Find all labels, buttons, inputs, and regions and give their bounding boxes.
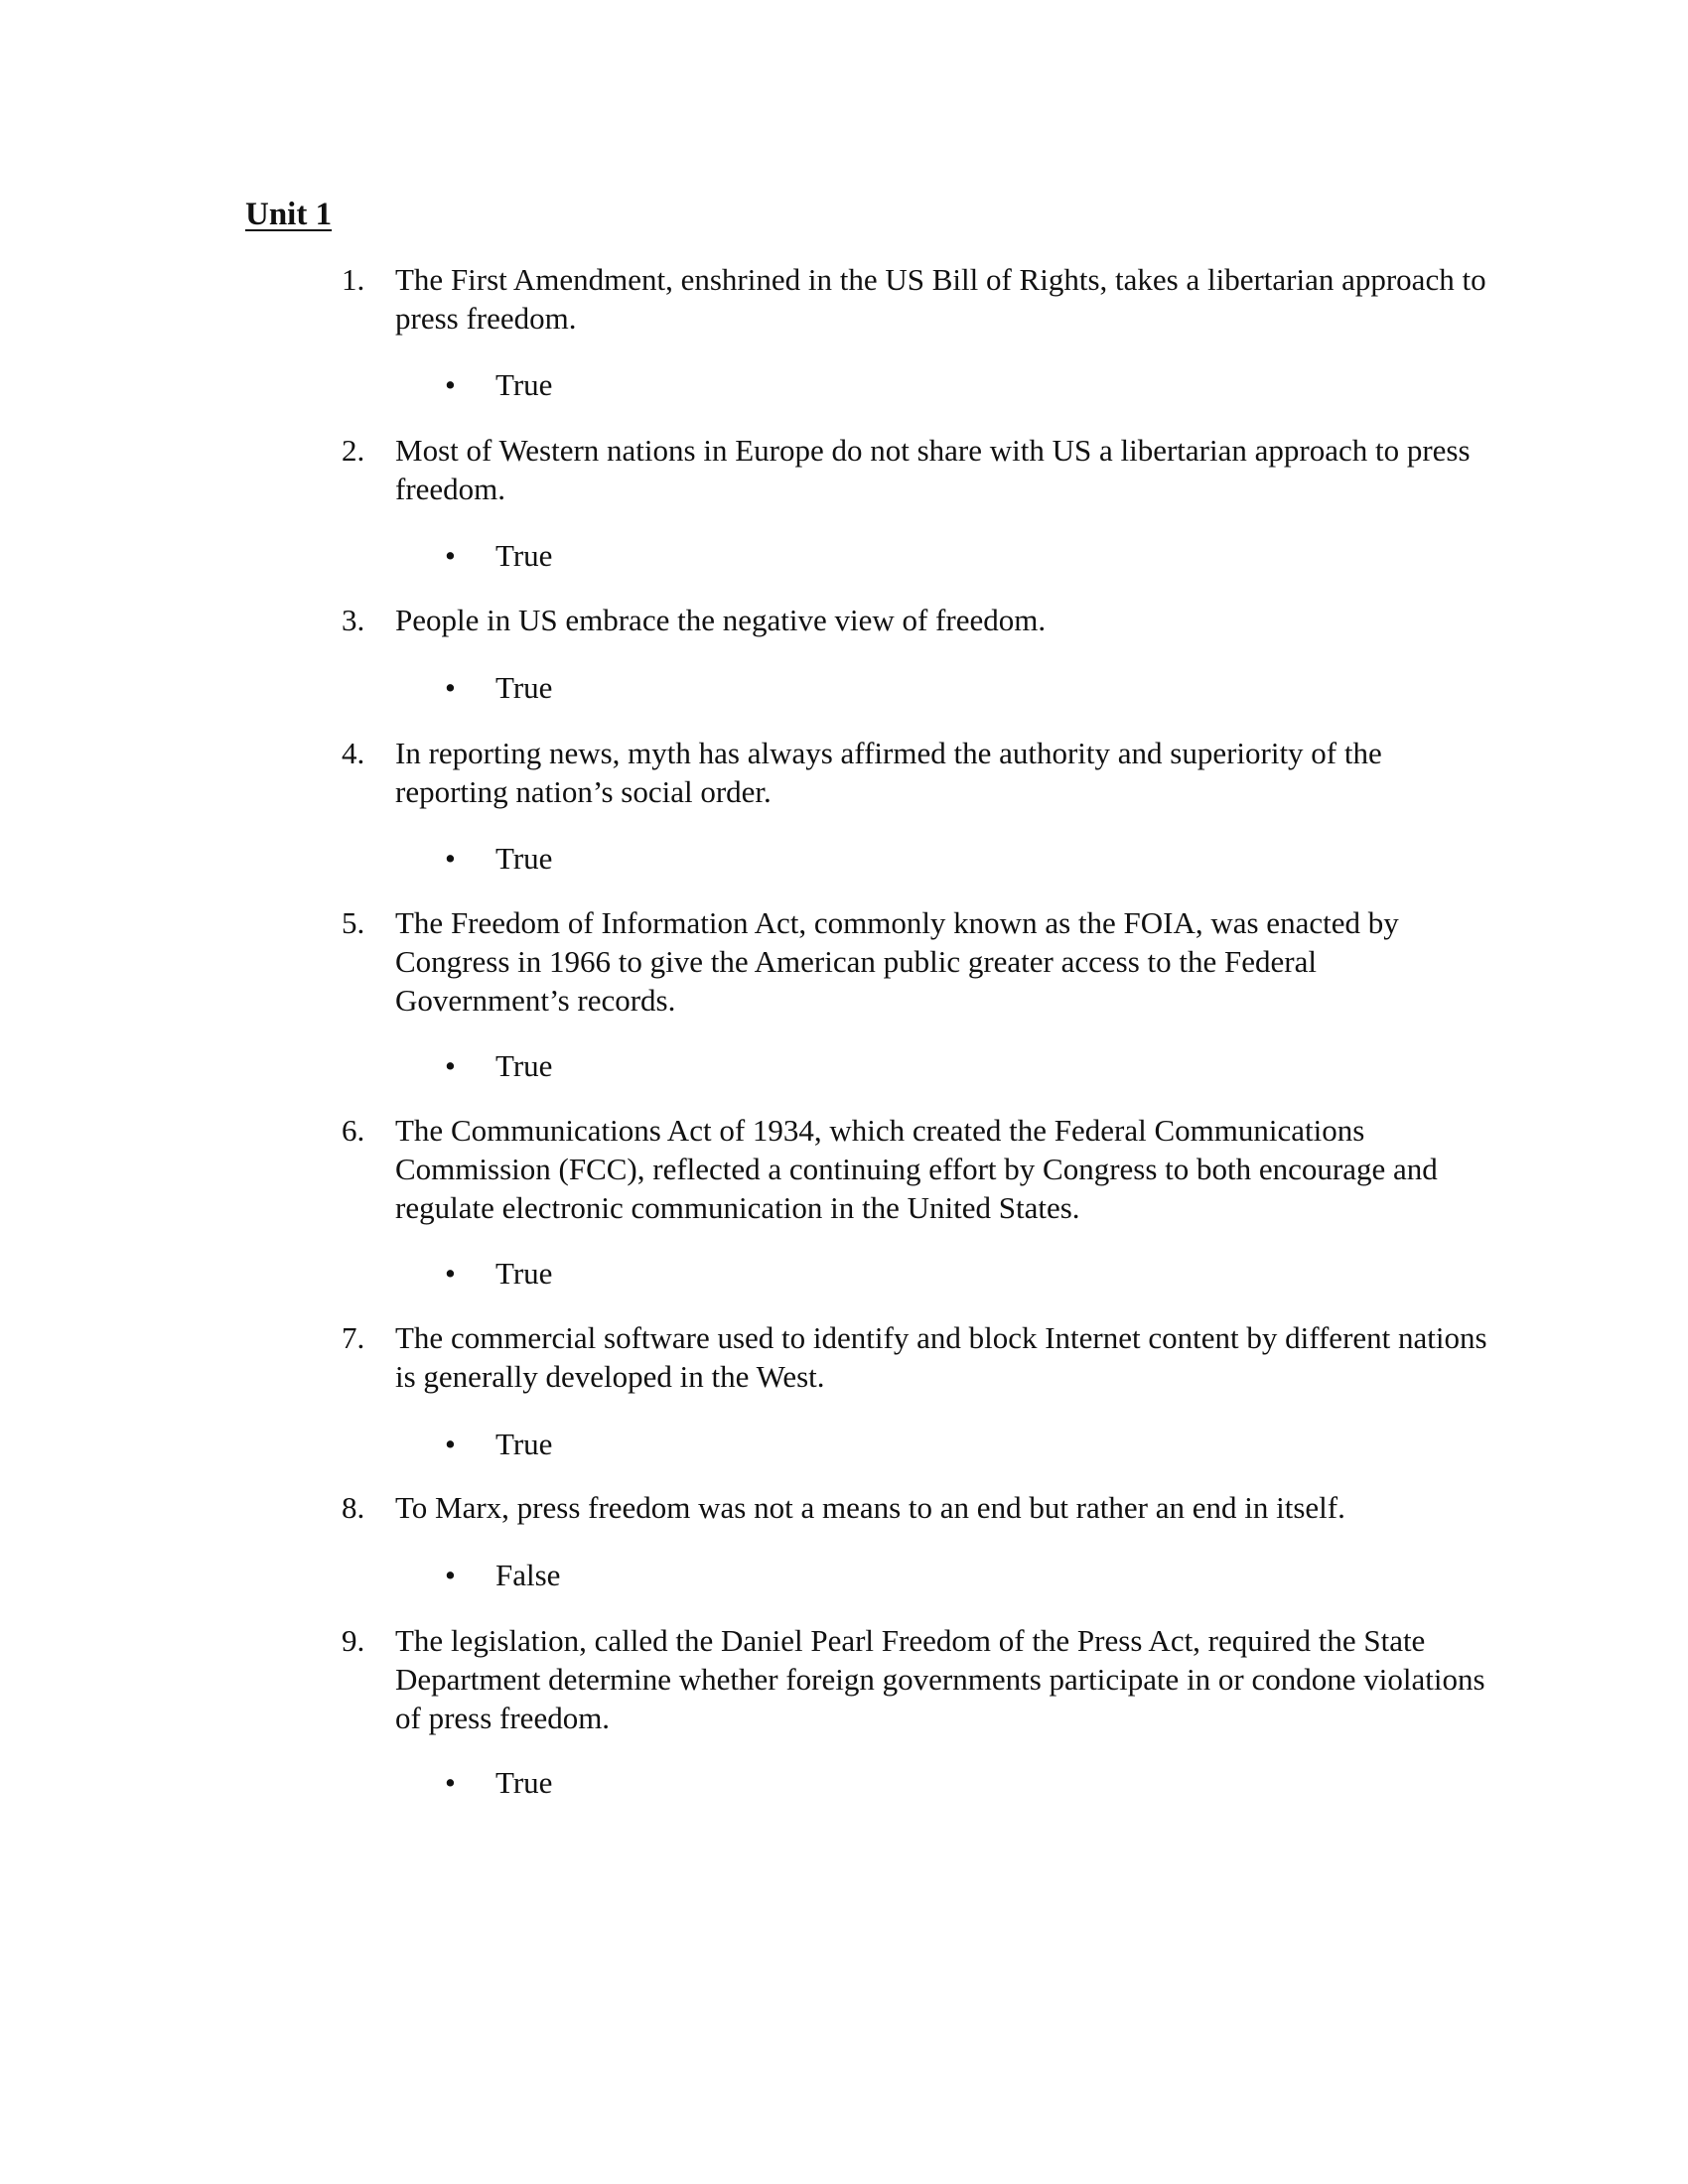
bullet-icon: • [445, 1765, 456, 1800]
bullet-icon: • [445, 1558, 456, 1592]
bullet-icon: • [445, 841, 456, 876]
bullet-icon: • [445, 670, 456, 705]
answer-text: True [495, 538, 553, 573]
bullet-icon: • [445, 538, 456, 573]
answer-item [0, 1425, 1688, 1464]
question-text: The commercial software used to identify and block Internet content by different nations is generally developed in the West. [395, 1320, 1487, 1394]
question-text: People in US embrace the negative view of freedom. [395, 603, 1047, 637]
answer-item [0, 1556, 1688, 1595]
answer-text: True [495, 841, 553, 876]
question-text: The Communications Act of 1934, which created the Federal Communications Commission (FCC), reflected a continuing effort by Congress to both encourage and regulate electronic communication in the United States. [395, 1113, 1438, 1225]
question-number: 6. [342, 1113, 365, 1148]
answer-item [0, 668, 1688, 708]
question-number: 5. [342, 905, 365, 940]
answer-item [0, 1763, 1688, 1803]
question-text: In reporting news, myth has always affirmed the authority and superiority of the reporting nation’s social order. [395, 736, 1382, 809]
answer-text: True [495, 1256, 553, 1291]
answer-text: True [495, 670, 553, 705]
question-text: The legislation, called the Daniel Pearl Freedom of the Press Act, required the State Department determine whether foreign governments participate in or condone violations of press freedom. [395, 1623, 1485, 1735]
question-number: 7. [342, 1320, 365, 1355]
question-number: 3. [342, 603, 365, 637]
bullet-icon: • [445, 1256, 456, 1291]
answer-item [0, 1046, 1688, 1086]
question-number: 2. [342, 433, 365, 468]
bullet-icon: • [445, 1048, 456, 1083]
question-text: The First Amendment, enshrined in the US Bill of Rights, takes a libertarian approach to press freedom. [395, 262, 1486, 336]
answer-text: True [495, 1765, 553, 1800]
question-number: 8. [342, 1490, 365, 1525]
answer-text: True [495, 367, 553, 402]
answer-item [0, 1254, 1688, 1294]
question-text: To Marx, press freedom was not a means to an end but rather an end in itself. [395, 1490, 1345, 1525]
bullet-icon: • [445, 1427, 456, 1461]
answer-item [0, 536, 1688, 576]
answer-item [0, 839, 1688, 879]
question-number: 1. [342, 262, 365, 297]
answer-text: True [495, 1048, 553, 1083]
question-text: The Freedom of Information Act, commonly known as the FOIA, was enacted by Congress in 1966 to give the American public greater access to the Federal Government’s records. [395, 905, 1399, 1018]
answer-text: False [495, 1558, 561, 1592]
bullet-icon: • [445, 367, 456, 402]
question-number: 9. [342, 1623, 365, 1658]
unit-heading: Unit 1 [245, 197, 333, 232]
question-text: Most of Western nations in Europe do not share with US a libertarian approach to press freedom. [395, 433, 1471, 506]
answer-item [0, 365, 1688, 405]
question-number: 4. [342, 736, 365, 770]
answer-text: True [495, 1427, 553, 1461]
